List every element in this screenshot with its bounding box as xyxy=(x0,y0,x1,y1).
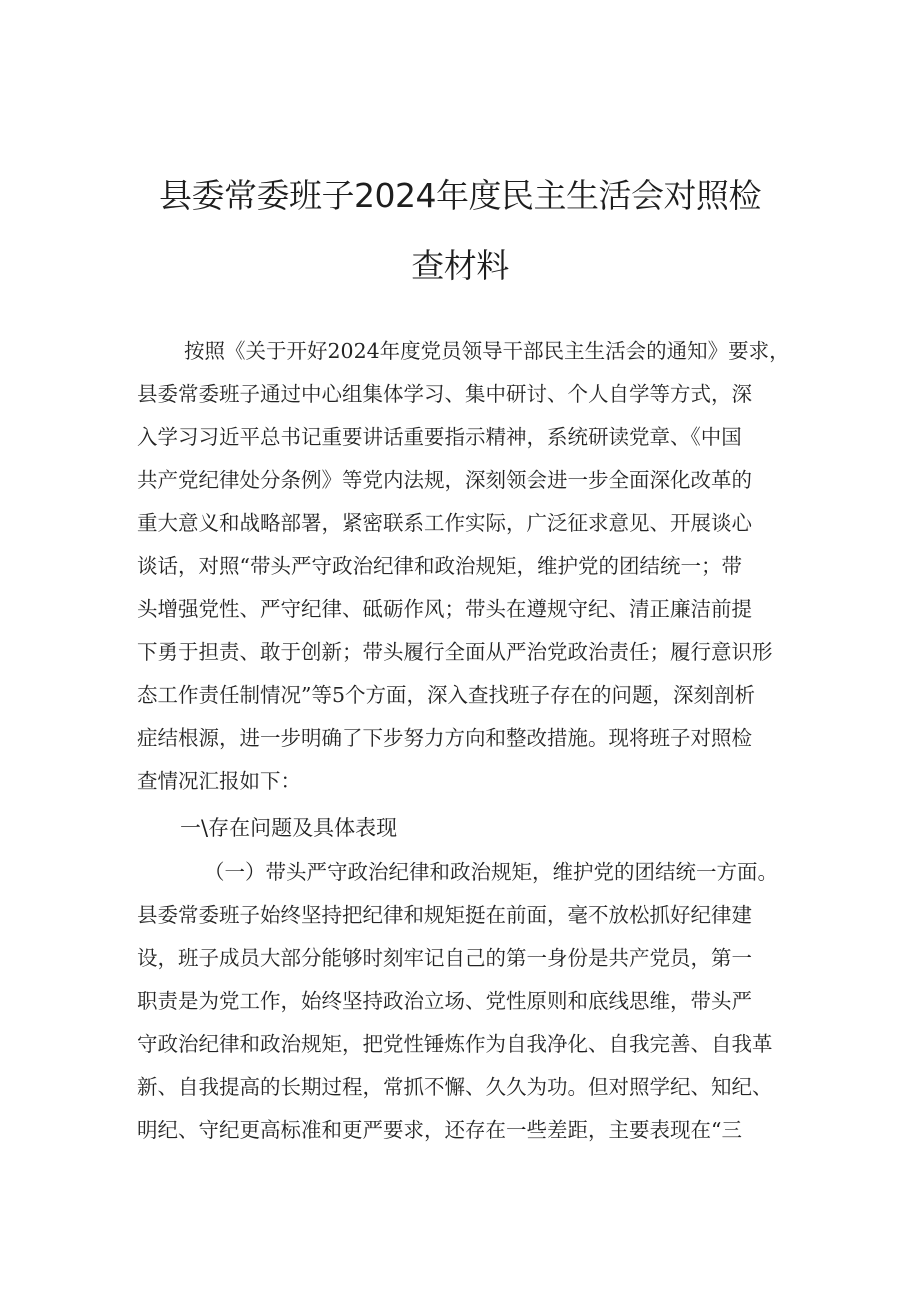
paragraph-line: （一）带头严守政治纪律和政治规矩，维护党的团结统一方面。 xyxy=(204,860,778,884)
paragraph-line: 职责是为党工作，始终坚持政治立场、党性原则和底线思维，带头严 xyxy=(137,989,752,1013)
paragraph-line: 查情况汇报如下： xyxy=(137,769,301,793)
paragraph-line: 头增强党性、严守纪律、砥砺作风；带头在遵规守纪、清正廉洁前提 xyxy=(137,597,752,621)
paragraph-line: 谈话，对照“带头严守政治纪律和政治规矩，维护党的团结统一；带 xyxy=(137,554,742,578)
paragraph-line: 入学习习近平总书记重要讲话重要指示精神，系统研读党章、《中国 xyxy=(137,425,742,449)
document-title-line-2: 查材料 xyxy=(411,246,509,285)
paragraph-line: 县委常委班子通过中心组集体学习、集中研讨、个人自学等方式，深 xyxy=(137,382,752,406)
section-heading: 一\存在问题及具体表现 xyxy=(180,816,398,840)
paragraph-line: 县委常委班子始终坚持把纪律和规矩挺在前面，毫不放松抓好纪律建 xyxy=(137,903,752,927)
paragraph-line: 重大意义和战略部署，紧密联系工作实际，广泛征求意见、开展谈心 xyxy=(137,511,752,535)
paragraph-line: 明纪、守纪更高标准和更严要求，还存在一些差距，主要表现在“三 xyxy=(137,1118,742,1142)
paragraph-line: 按照《关于开好2024年度党员领导干部民主生活会的通知》要求， xyxy=(184,339,790,363)
paragraph-line: 态工作责任制情况”等5个方面，深入查找班子存在的问题，深刻剖析 xyxy=(137,683,756,707)
paragraph-line: 新、自我提高的长期过程，常抓不懈、久久为功。但对照学纪、知纪、 xyxy=(137,1075,773,1099)
paragraph-line: 设，班子成员大部分能够时刻牢记自己的第一身份是共产党员，第一 xyxy=(137,946,752,970)
document-title-line-1: 县委常委班子2024年度民主生活会对照检 xyxy=(159,176,761,215)
paragraph-line: 守政治纪律和政治规矩，把党性锤炼作为自我净化、自我完善、自我革 xyxy=(137,1032,773,1056)
paragraph-line: 症结根源，进一步明确了下步努力方向和整改措施。现将班子对照检 xyxy=(137,726,752,750)
paragraph-line: 共产党纪律处分条例》等党内法规，深刻领会进一步全面深化改革的 xyxy=(137,468,752,492)
paragraph-line: 下勇于担责、敢于创新；带头履行全面从严治党政治责任；履行意识形 xyxy=(137,640,773,664)
